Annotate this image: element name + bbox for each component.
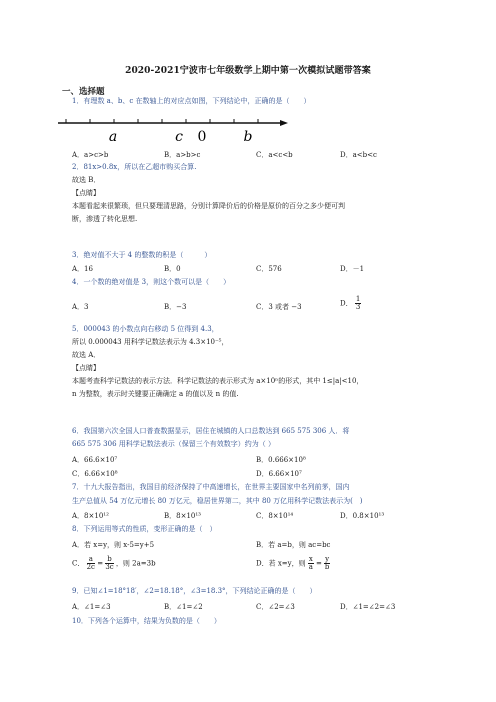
q7-option-d: D．0.8×10¹³ [340,512,385,520]
question-9-stem: 9．已知∠1=18°18′，∠2=18.18°，∠3=18.3°，下列结论正确的是（ ） [72,587,317,595]
point-label-zero: 0 [197,129,207,145]
q7-option-c: C．8×10¹⁴ [256,512,294,520]
point-label-c: c [175,129,183,145]
q5-line-2: 所以 0.000043 用科学记数法表示为 4.3×10⁻⁵， [72,338,229,346]
q4-option-c: C．3 或者 −3 [256,303,302,311]
q6-option-a: A．66.6×10⁷ [72,456,118,464]
question-8-stem: 8．下列运用等式的性质，变形正确的是（ ） [72,525,217,533]
q4-option-b: B．−3 [164,303,187,311]
q9-option-a: A．∠1=∠3 [72,603,111,611]
q3-option-c: C．576 [256,265,282,273]
q2-note-tag: 【点睛】 [72,189,100,197]
q8-option-b: B．若 a=b，则 ac=bc [256,541,331,549]
question-7-stem-line-2: 生产总值从 54 万亿元增长 80 万亿元，稳居世界第二，其中 80 万亿用科学记数法表示为( ) [72,497,363,505]
q8-option-d: D．若 x=y，则 $\frac{x}{a}$ = $\frac{y}{b}$ [256,555,330,571]
q9-option-c: C．∠2=∠3 [256,603,295,611]
q9-option-d: D．∠1=∠2=∠3 [340,603,396,611]
q4-option-d: D． $\frac{1}{3}$ [340,295,361,311]
question-1-stem: 1．有理数 a、b、c 在数轴上的对应点如图，下列结论中，正确的是（ ） [72,97,311,105]
q7-option-b: B．8×10¹³ [164,512,201,520]
question-6-stem-line-2: 665 575 306 用科学记数法表示（保留三个有效数字）约为（ ） [72,440,275,448]
q1-option-d: D．a<b<c [340,151,377,159]
q7-option-a: A．8×10¹² [72,512,109,520]
q4-option-d-fraction: $\frac{1}{3}$ [355,295,361,311]
q6-option-c: C．6.66×10⁸ [72,470,118,478]
q2-note-line-1: 本题看起来很繁琐，但只要理清思路，分别计算降价后的价格是原价的百分之多少便可判 [72,202,345,210]
q5-note-tag: 【点睛】 [72,364,100,372]
q4-option-a: A．3 [72,303,89,311]
number-line-arrow [280,120,288,126]
q3-option-b: B．0 [164,265,181,273]
question-4-stem: 4．一个数的绝对值是 3，则这个数可以是（ ） [72,278,231,286]
question-10-stem: 10．下列各个运算中，结果为负数的是（ ） [72,617,221,625]
q6-option-d: D．6.66×10⁷ [256,470,302,478]
number-line-figure [58,117,288,147]
q2-note-line-2: 断，渗透了转化思想. [72,215,138,223]
question-2-stem: 2．81x>0.8x，所以在乙超市购买合算. [72,163,197,171]
q1-option-a: A．a>c>b [72,151,109,159]
q5-answer: 故选 A． [72,351,101,359]
q5-note-line-1: 本题考查科学记数法的表示方法．科学记数法的表示形式为 a×10ⁿ的形式，其中 1≤|a|<10， [72,377,364,385]
q6-option-b: B．0.666×10⁸ [256,456,306,464]
q3-option-a: A．16 [72,265,93,273]
point-label-a: a [108,129,118,145]
q8-option-c: C． $\frac{a}{2c}$ = $\frac{b}{3c}$ ，则 2a=3b [72,555,156,571]
question-3-stem: 3．绝对值不大于 4 的整数的积是（ ） [72,251,212,259]
q9-option-b: B．∠1=∠2 [164,603,203,611]
question-6-stem-line-1: 6．我国第六次全国人口普查数据显示，居住在城镇的人口总数达到 665 575 306 人．将 [72,427,350,435]
q1-option-c: C．a<c<b [256,151,293,159]
q1-option-b: B．a>b>c [164,151,201,159]
page-title: 2020-2021宁波市七年级数学上期中第一次模拟试题带答案 [125,66,371,76]
question-7-stem-line-1: 7．十九大报告指出，我国目前经济保持了中高速增长，在世界主要国家中名列前茅，国内 [72,483,350,491]
section-heading: 一、选择题 [62,87,105,97]
question-5-stem: 5．000043 的小数点向右移动 5 位得到 4.3， [72,325,219,333]
q2-answer: 故选 B． [72,176,101,184]
q3-option-d: D．－1 [340,265,365,273]
q5-note-line-2: n 为整数，表示时关键要正确确定 a 的值以及 n 的值. [72,390,239,398]
q8-option-a: A．若 x=y，则 x-5=y+5 [72,541,155,549]
point-label-b: b [243,129,253,145]
